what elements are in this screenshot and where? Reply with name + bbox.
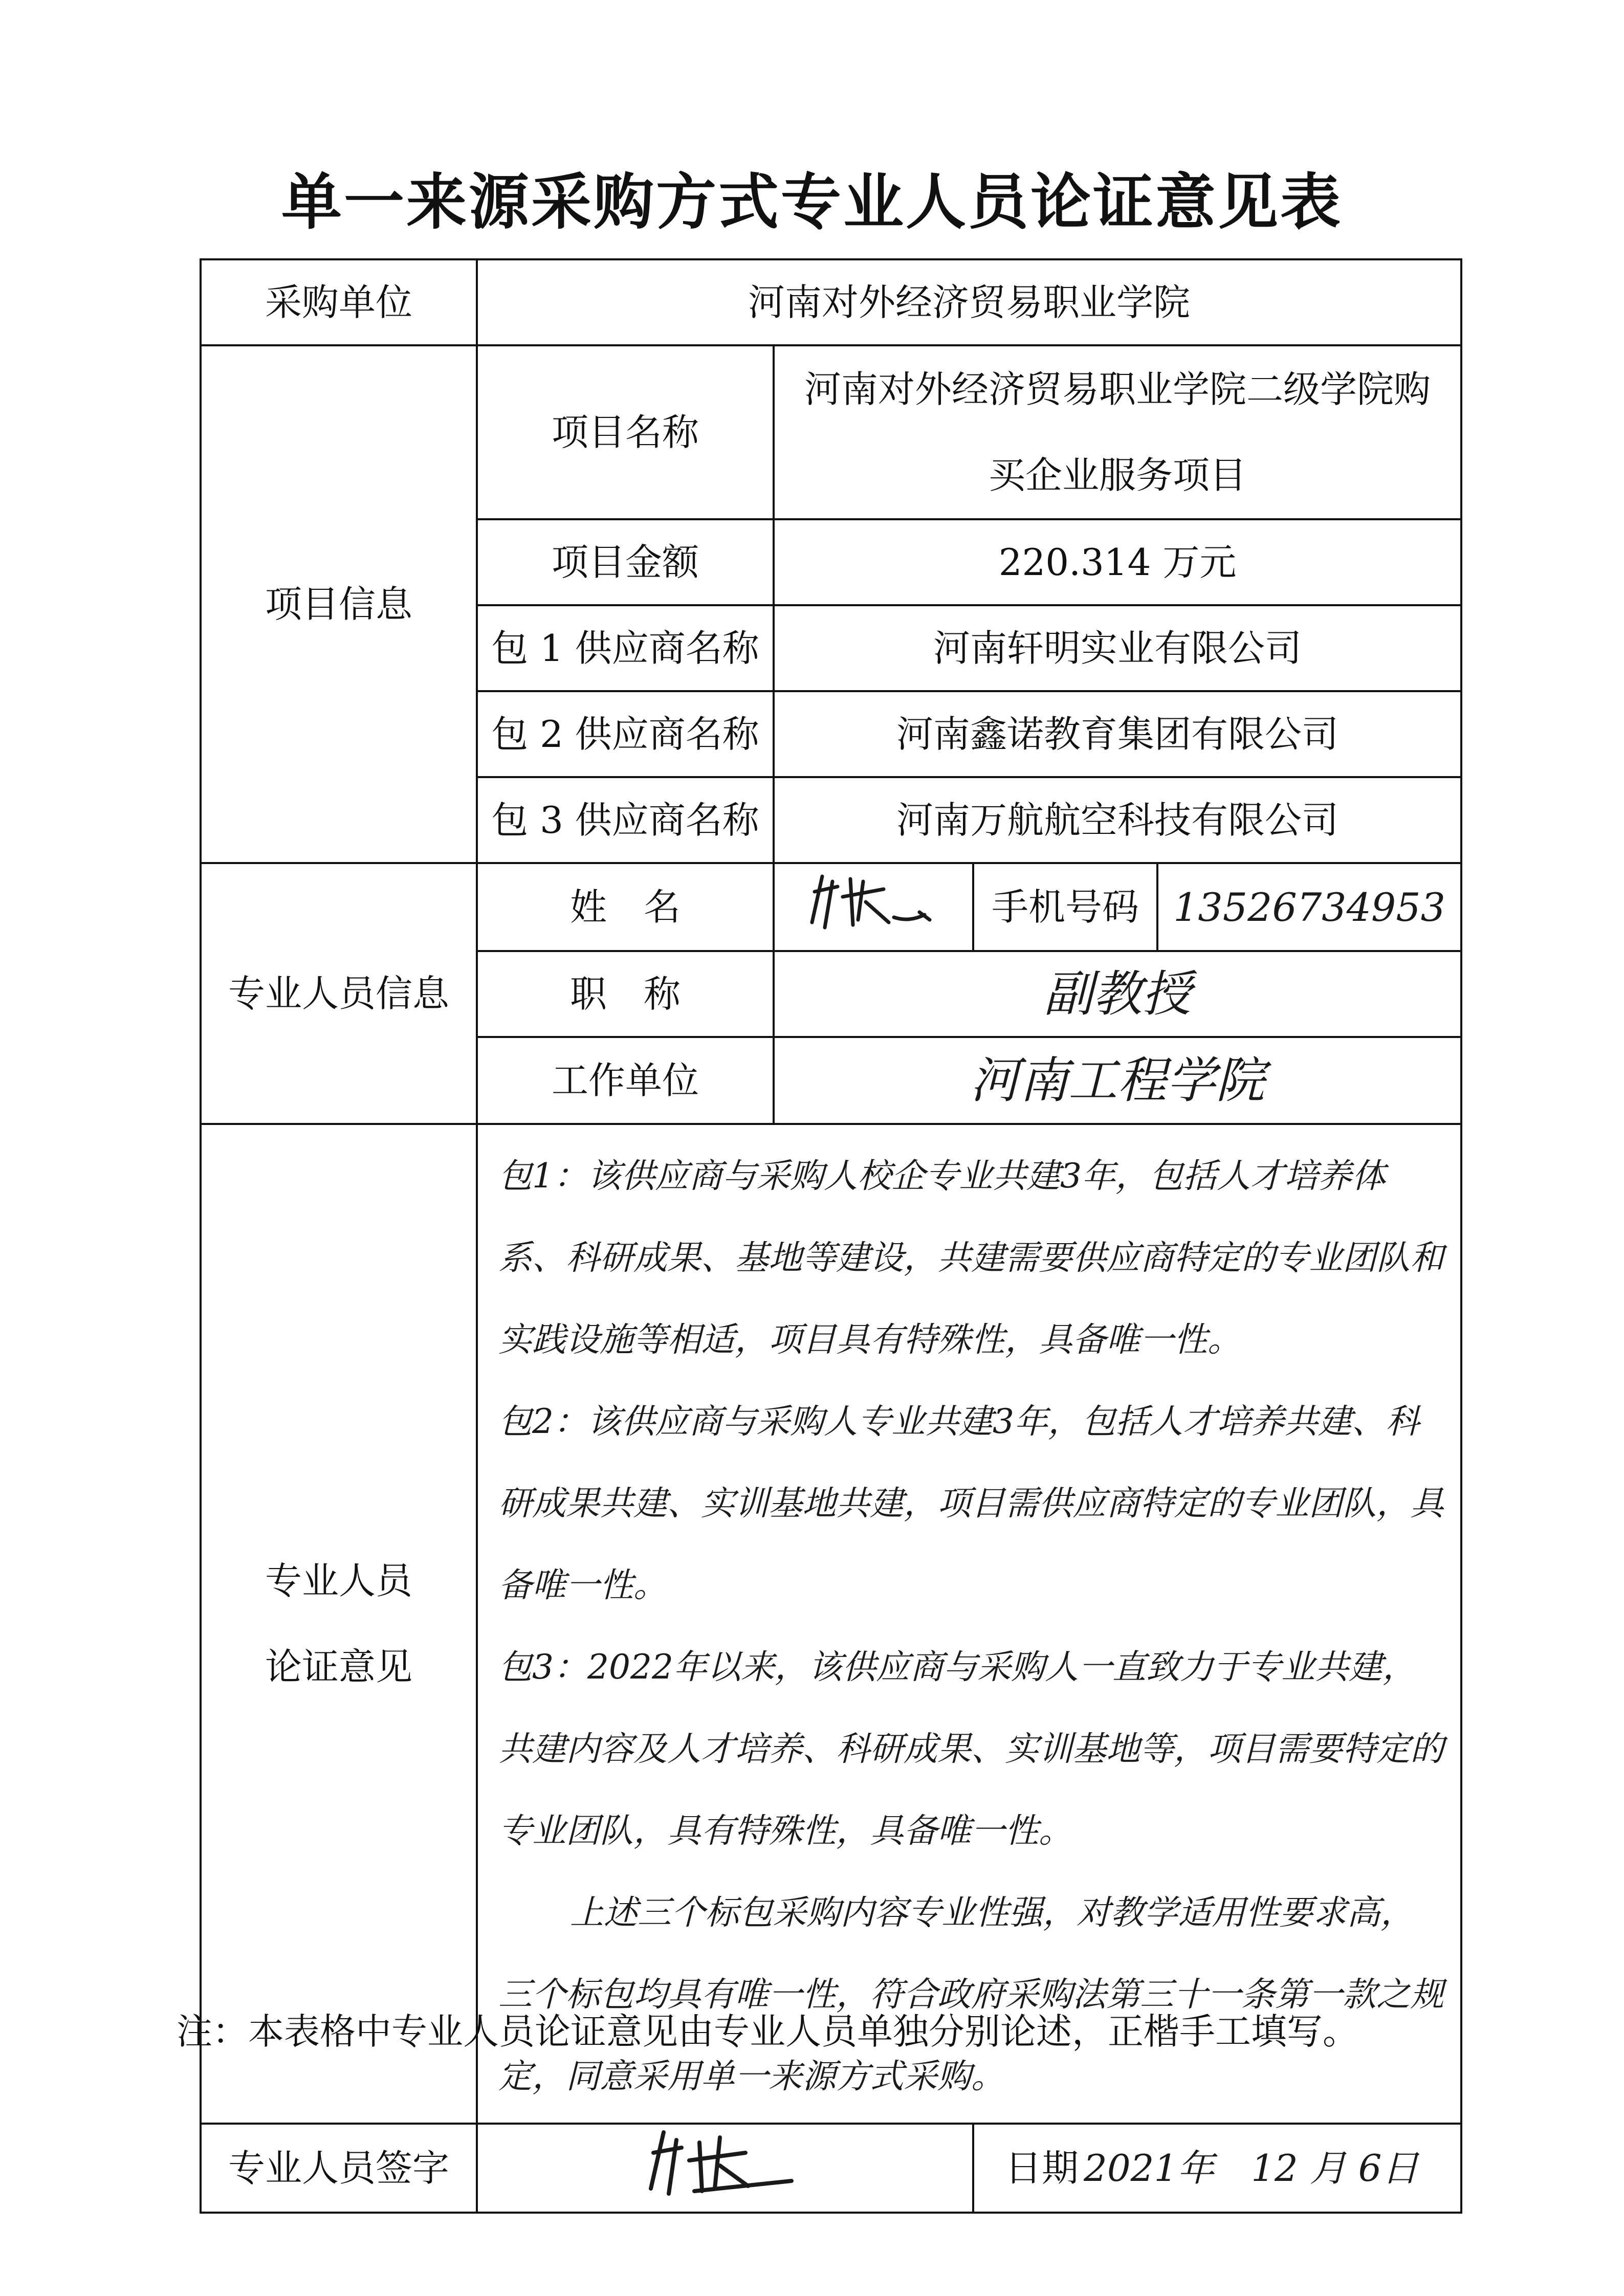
package3-label: 包 3 供应商名称 <box>477 777 774 863</box>
signature-row <box>201 2124 1461 2213</box>
form-title: 单一来源采购方式专业人员论证意见表 <box>281 167 1343 237</box>
expert-name-row <box>201 863 1461 951</box>
opinion-row <box>201 1124 1461 2124</box>
project-name-row <box>201 345 1461 519</box>
expert-phone-label: 手机号码 <box>973 863 1157 951</box>
expert-work-label: 工作单位 <box>477 1037 774 1124</box>
expert-phone-value: 13526734953 <box>1157 863 1461 951</box>
opinion-package3: 包3：2022年以来，该供应商与采购人一直致力于专业共建，共建内容及人才培养、科研成果、实训基地等，项目需要特定的专业团队，具有特殊性，具备唯一性。 <box>498 1647 1444 1850</box>
date-cell <box>973 2124 1461 2213</box>
package1-supplier: 河南轩明实业有限公司 <box>774 605 1461 691</box>
opinion-package1: 包1：该供应商与采购人校企专业共建3年，包括人才培养体系、科研成果、基地等建设，共建需要供应商特定的专业团队和实践设施等相适，项目具有特殊性，具备唯一性。 <box>498 1156 1444 1359</box>
opinion-content <box>477 1124 1461 2124</box>
handwritten-signature <box>638 2125 812 2201</box>
footnote: 注：本表格中专业人员论证意见由专业人员单独分别论述，正楷手工填写。 <box>177 2011 1358 2052</box>
opinion-form-table <box>200 258 1462 2214</box>
project-name-value <box>774 345 1461 519</box>
purchaser-label: 采购单位 <box>201 259 477 345</box>
package2-supplier: 河南鑫诺教育集团有限公司 <box>774 691 1461 777</box>
expert-work-value: 河南工程学院 <box>774 1037 1461 1124</box>
package3-supplier: 河南万航航空科技有限公司 <box>774 777 1461 863</box>
signature-area <box>477 2124 973 2213</box>
project-name-label: 项目名称 <box>477 345 774 519</box>
expert-title-label: 职 称 <box>477 951 774 1037</box>
expert-name-label: 姓 名 <box>477 863 774 951</box>
expert-title-value: 副教授 <box>774 951 1461 1037</box>
date-label: 日期 <box>1005 2147 1079 2190</box>
opinion-label-line2: 论证意见 <box>265 1645 412 1688</box>
opinion-package2: 包2：该供应商与采购人专业共建3年，包括人才培养共建、科研成果共建、实训基地共建，项目需供应商特定的专业团队，具备唯一性。 <box>498 1402 1444 1605</box>
opinion-conclusion: 上述三个标包采购内容专业性强，对教学适用性要求高，三个标包均具有唯一性，符合政府采购法第三十一条第一款之规定，同意采用单一来源方式采购。 <box>498 1893 1444 2096</box>
expert-name-signature <box>774 863 973 951</box>
project-name-line2: 买企业服务项目 <box>989 454 1247 497</box>
signature-label: 专业人员签字 <box>201 2124 477 2213</box>
date-value: 2021年 12 月 6日 <box>1084 2147 1419 2190</box>
project-amount-label: 项目金额 <box>477 519 774 605</box>
opinion-label <box>201 1124 477 2124</box>
purchaser-value: 河南对外经济贸易职业学院 <box>477 259 1461 345</box>
opinion-label-line1: 专业人员 <box>265 1559 412 1602</box>
purchaser-row <box>201 259 1461 345</box>
package2-label: 包 2 供应商名称 <box>477 691 774 777</box>
handwritten-name-signature <box>802 866 945 938</box>
project-info-label: 项目信息 <box>201 345 477 863</box>
project-name-line1: 河南对外经济贸易职业学院二级学院购 <box>804 368 1431 411</box>
project-amount-value: 220.314 万元 <box>774 519 1461 605</box>
expert-info-label: 专业人员信息 <box>201 863 477 1124</box>
package1-label: 包 1 供应商名称 <box>477 605 774 691</box>
